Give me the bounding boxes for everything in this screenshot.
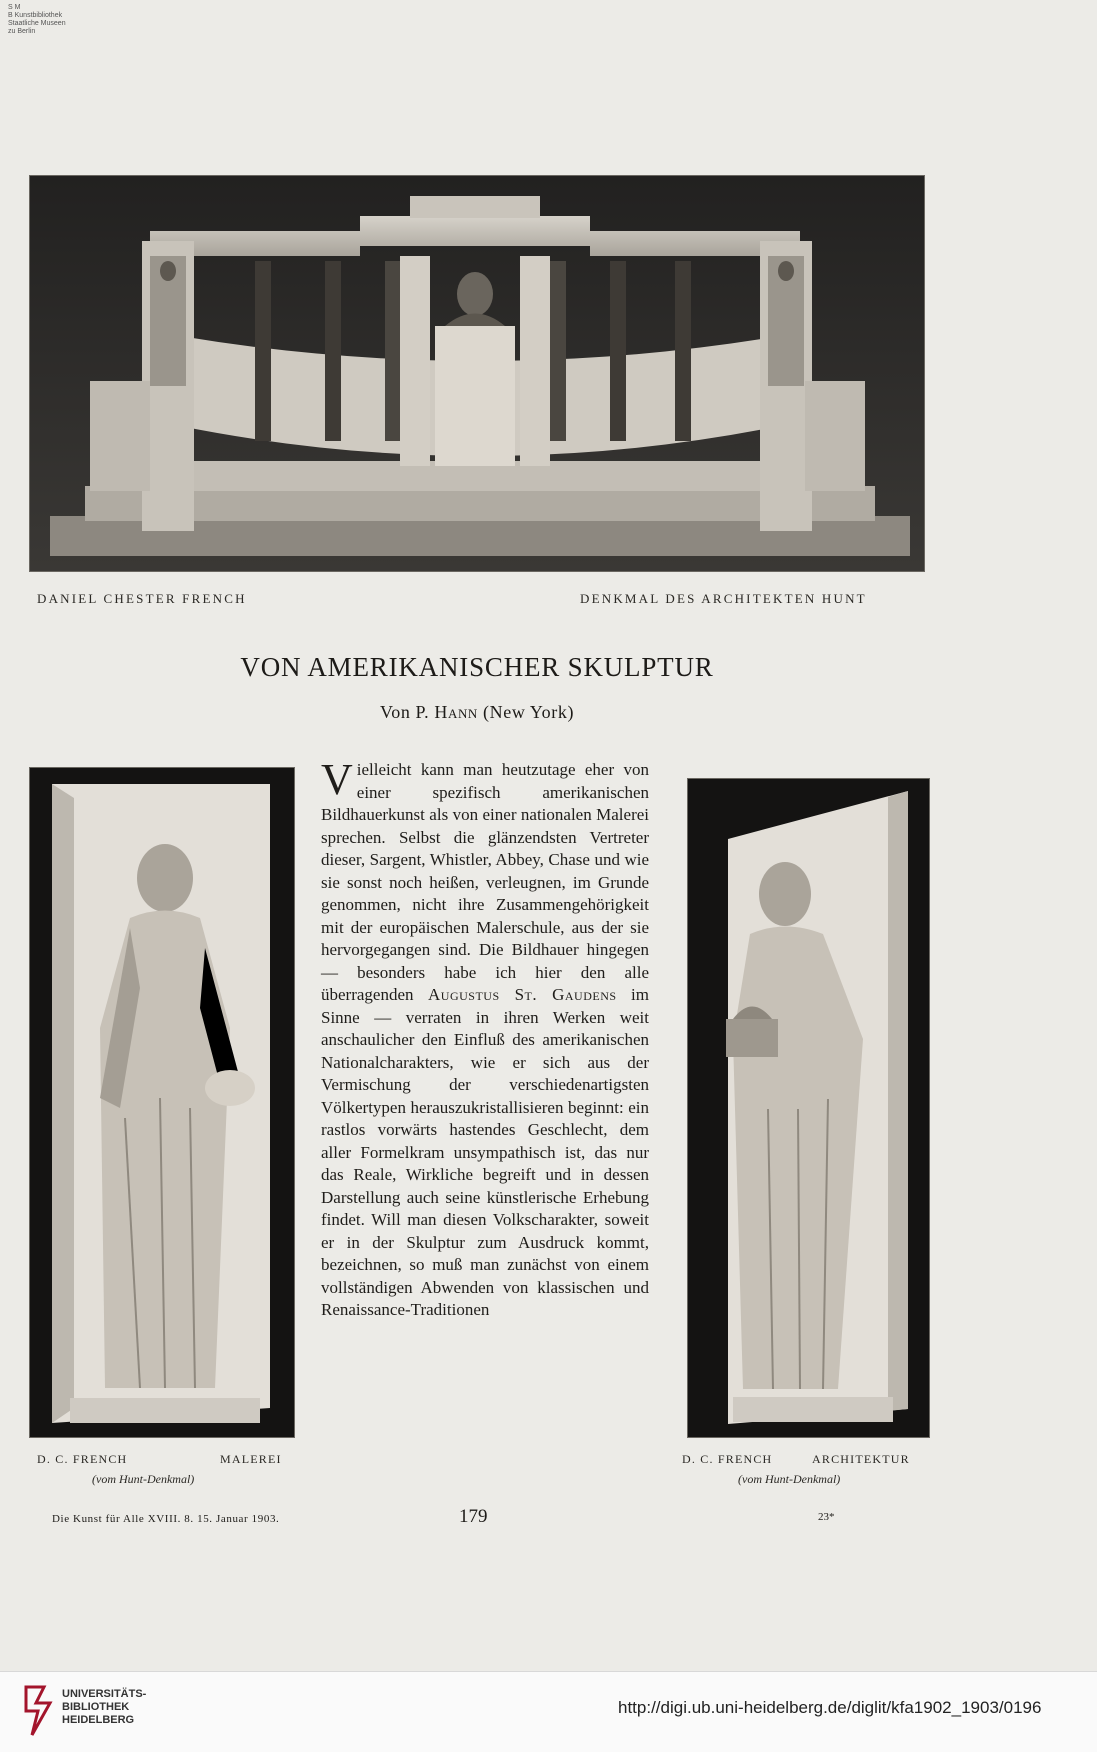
top-caption-artist: DANIEL CHESTER FRENCH [37, 591, 247, 606]
byline-prefix: Von P. [379, 702, 430, 722]
malerei-statue-photo [29, 767, 295, 1438]
journal-footer: Die Kunst für Alle XVIII. 8. 15. Januar 1903. [52, 1513, 280, 1525]
monument-photo [29, 175, 925, 572]
library-name [62, 1688, 146, 1727]
library-name-line: BIBLIOTHEK [62, 1701, 130, 1713]
stamp-line: zu Berlin [8, 28, 36, 35]
left-caption-note: (vom Hunt-Denkmal) [92, 1472, 195, 1486]
body-name-augustus-st-gaudens: Augustus St. Gaudens [428, 985, 617, 1004]
article-body [321, 755, 649, 1322]
body-text-part-2: im Sinne — verraten in ihren Werken weit anschaulicher den Einfluß des amerikanischen Nationalcharakters, wie er sich aus der Vermischung der verschiedenartigsten Völkertypen herauszukristallisieren beginnt: ein rastlos vorwärts hastendes Geschlecht, dem aller Formelkram unsympathisch ist, das nur das Reale, Wirkliche begreift und in dessen Darstellung auch seine künstlerische Erhebung findet. Will man diesen Volkscharakter, soweit er in der Skulptur zum Ausdruck kommt, bezeichnen, so muß man zunächst von einem vollständigen Abwenden von klassischen und Renaissance-Traditionen [321, 985, 649, 1319]
byline-author: Hann [434, 702, 478, 722]
left-caption-title: MALEREI [220, 1452, 282, 1466]
archive-stamp [8, 4, 66, 36]
right-caption-note: (vom Hunt-Denkmal) [738, 1472, 841, 1486]
top-caption-title: DENKMAL DES ARCHITEKTEN HUNT [580, 591, 867, 606]
architektur-statue-photo [687, 778, 930, 1438]
left-caption-artist: D. C. FRENCH [37, 1452, 128, 1466]
article-title: VON AMERIKANISCHER SKULPTUR [240, 652, 714, 682]
library-name-line: UNIVERSITÄTS- [62, 1688, 147, 1700]
library-logo-icon [22, 1683, 54, 1739]
body-text-part-1: ielleicht kann man heutzutage eher von einer spezifisch amerikanischen Bildhauerkunst als von einer nationalen Malerei sprechen. Selbst die glänzendsten Vertreter dieser, Sargent, Whistler, Abbey, Chase und wie sie sonst noch heißen, verleugnen, im Grunde genommen, nicht ihre Zusammengehörigkeit mit der europäischen Malerschule, aus der sie hervorgegangen sind. Die Bildhauer hingegen — besonders habe ich hier den alle überragenden [321, 760, 649, 1004]
drop-cap: V [321, 755, 353, 804]
page-number: 179 [459, 1506, 488, 1527]
right-caption-artist: D. C. FRENCH [682, 1452, 773, 1466]
stamp-line: S M [8, 4, 21, 11]
right-caption-title: ARCHITEKTUR [812, 1452, 910, 1466]
stamp-line: Staatliche Museen [8, 20, 66, 27]
library-name-line: HEIDELBERG [62, 1714, 135, 1726]
article-byline [0, 702, 954, 723]
byline-suffix: (New York) [483, 702, 575, 722]
permalink-url[interactable]: http://digi.ub.uni-heidelberg.de/diglit/kfa1902_1903/0196 [618, 1698, 1042, 1717]
stamp-line: B Kunstbibliothek [8, 12, 63, 19]
sheet-signature: 23* [818, 1511, 835, 1523]
